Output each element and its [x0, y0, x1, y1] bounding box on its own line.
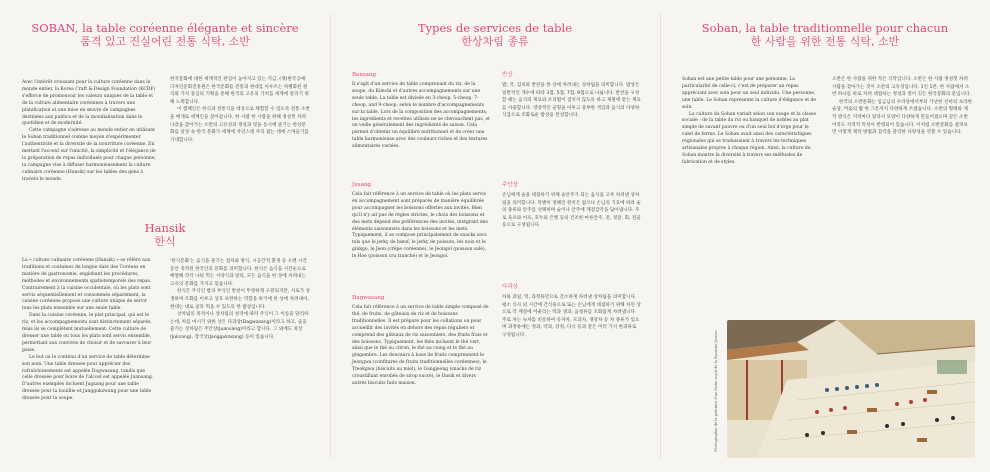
royal-banquet-painting	[727, 320, 975, 458]
paragraph: 한국의 소반문화는 임금님의 수라상에서부터 가난한 선비의 초라한 술상, 머슴의 밥 한 그릇까지 다양하게 쓰였습니다. 소반의 형태와 제작 방식은 지역마다 달라서 모양이 다양하게 만들어졌으며 같은 소반이라도 지역적 특성이 반영되어 있습니다. 이처럼 소반문화를 살펴보면 이렇게 제작 방법과 감각을 달리한 다양성을 엿볼 수 있습니다.	[832, 99, 973, 136]
hansik-title	[0, 221, 330, 249]
section-heading: 주안상	[502, 182, 518, 188]
intro-title-ko: 품격 있고 진실어린 전통 식탁, 소반	[80, 35, 250, 48]
paragraph: La « culture culinaire coréenne (Hansik) » se réfère aux traditions et coutumes de longue date des Coréens en matière de gastronomie, englobant les procédures, méthodes et environnements spatiotemporels des repas. Contrairement à la cuisine occidentale, où les plats sont servis séquentiellement et consommés séparément, la cuisine coréenne propose une culture unique de servir tous les plats ensemble sur une seule table.	[22, 258, 152, 312]
hansik-title-ko: 한식	[154, 235, 176, 248]
intro-title	[0, 21, 330, 49]
painting-image	[727, 320, 975, 458]
paragraph: Soban est une petite table pour une personne. La particularité de celle-ci, c'est de préparer un repas appréciant avec soin pour un seul individu. Une personne, une table. Le Soban représente la culture d'élégance et de soin.	[682, 77, 817, 110]
bansang-ko	[502, 72, 642, 120]
hansik-text-ko	[170, 258, 310, 342]
dagwasang-ko	[502, 284, 642, 340]
section-heading: 다과상	[502, 284, 518, 290]
intro-title-fr: SOBAN, la table coréenne élégante et sincère	[31, 21, 299, 35]
section-heading: 반상	[502, 72, 513, 78]
section-body: 손님에게 술을 대접하기 위해 술안주가 되는 음식을 고루 차려낸 상차림을 의미합니다. 특별히 정해진 원칙은 없으나 손님의 기호에 따라 술의 종류와 안주를 선택하며 술이나 안주에 계절감각을 담아냅니다. 주로 육포와 어포, 호두와 은행 등의 건조한 마른안주, 전, 젓갈, 회, 전골 등으로 구성됩니다.	[502, 193, 641, 229]
paragraph: 한식은 주식인 밥과 부식인 반찬이 뚜렷하게 구분되지만, 서로가 상생하며 조화를 이루고 상호 보완하는 역할을 하기에 한 상에 차려내어, 현대는 대로 골라 먹을 수 있도록 한 밥상입니다.	[170, 289, 310, 310]
types-title	[330, 21, 660, 49]
paragraph: Le but ou le contenu d'un service de table détermine son nom. Une table dressée pour apprécier des rafraîchissements est appelée Dagwasang, tandis que celle dressée pour boire de l'alcool est appelée Juansang. D'autres exemples incluent Jugsang pour une table dressée pour la bouillie et Janggukswang pour une table dressée pour la soupe.	[22, 354, 154, 402]
paragraph: '한식문화'는 음식을 즐기는 절차와 방식, 시공간적 환경 등 오랜 시간 동안 축적된 한국인의 문화를 의미합니다. 한식은 음식을 시간순으로 배열해 각각 나눠 먹는 서양식과 달리, 모든 음식을 한 상에 차려내는 고유의 문화를 가지고 있습니다.	[170, 259, 307, 287]
jusang-fr	[352, 182, 490, 261]
paragraph: 한국문화에 대한 세계적인 관심이 높아지고 있는 지금, (재)한국공예·디자인문화진흥원은 한국문화를 전통과 현대를 아우르는 차별화된 원리와 가치 중심의 기획을 통해 한국의 고유의 가치를 세계에 알리기 위해 노력합니다.	[170, 77, 309, 105]
hansik-text-fr	[22, 258, 157, 403]
soban-text-ko	[832, 76, 972, 137]
soban-title-ko: 한 사람을 위한 전통 식탁, 소반	[750, 35, 900, 48]
panel-intro	[0, 0, 330, 472]
paragraph: 이 캠페인은 한식과 전통식을 대상으로 체험할 수 있도록 전통 소반을 매개로 세계인을 찾아갑니다. 한 사람 한 사람을 위해 정성껏 차려 나갔을 찾아가는 소반의 고유성과 정성과 멋을 동시에 즐기는 한상문화를 일상 속 한국 문화가 세계에 자연스레 자리 잡는 데에 스며들기를 기대합니다.	[170, 107, 310, 143]
paragraph: Avec l'intérêt croissant pour la culture coréenne dans le monde entier, la Korea Craft & Design Foundation (KCDF) s'efforce de promouvoir les valeurs uniques de la table et de la culture alimentaire coréennes à travers une planification et une mise en œuvre de campagnes destinées aux publics et de la mondialisation dans le quotidien et de modernité.	[22, 80, 156, 127]
jusang-ko	[502, 182, 642, 230]
section-body: Il s'agit d'un service de table comprenant du riz, de la soupe, du Kimchi et d'autres accompagnements sur une seule table. La table est divisée en 3-cheop, 5-cheop, 7-cheop, and 9-cheop, selon le nombre d'accompagnements sur la table. Lors de la composition des accompagnements, les ingrédients et recettes utilisés ne se chevauchent pas, et on veille généralement des ingrédients de saison. Cela permet d'obtenir un équilibre nutritionnel et de créer une table harmonieuse avec des couleurs riches et des textures alimentaires variées.	[352, 82, 490, 150]
intro-text-ko	[170, 76, 310, 144]
section-heading: Dagwasang	[352, 295, 385, 301]
types-title-ko: 한상차림 종류	[461, 35, 529, 48]
soban-title	[660, 21, 990, 49]
section-body: Cela fait référence à un service de table simple composé de thé, de fruits, de gâteaux de riz et de boissons traditionnelles. Il est préparé pour les collations ou pour accueillir des invités en dehors des repas réguliers et comprend des gâteaux de riz saisonniers, des fruits frais et des boissons. Typiquement, les thés incluent le thé vert, ainsi que le thé au citron, le thé au coing et le thé au gingembre. Les douceurs à base de fruits comprennent le Jeongwa (confitures de fruits traditionnelles coréennes), le Tteokgwa (biscuits au miel), le Gangjeong (snacks de riz croustillant enrobés de sirop sucré), le Dasik et divers autres biscuits faits maison.	[352, 305, 489, 386]
bansang-fr	[352, 72, 490, 151]
intro-text-fr	[22, 80, 157, 184]
hansik-title-fr: Hansik	[144, 221, 186, 235]
section-body: 차와 과일, 떡, 과정류만으로 간소하게 차려낸 상차림을 의미합니다. 평소 식사 외 시간에 간식용으로 또는 손님에게 대접하기 위해 차린 상으로 각 계절에 어울리는 떡과 생과, 음청류를 조화롭게 차려냅니다. 주로 차는 녹차를 비롯하여 유자차, 모과차, 생강차 등 차 종류가 있으며 과정류에는 정과, 약과, 강정, 다식 등과 같은 여러 가지 한과류로 구성됩니다.	[502, 295, 641, 338]
dagwasang-fr	[352, 295, 490, 388]
soban-title-fr: Soban, la table traditionnelle pour chacun	[701, 21, 949, 35]
section-body: Cela fait référence à un service de table où les plats servis en accompagnement sont préparés de manière équilibrée pour accompagner les boissons offertes aux invités. Bien qu'il n'y ait pas de règles strictes, le choix des boissons et des mets dépend des préférences des invités, intégrant des éléments saisonniers dans les boissons et les mets. Typiquement, il se compose principalement de snacks secs tels que le jerky de bœuf, le jerky de poisson, les noix et le ginkgo, le Jeon (crêpe coréenne), le Jeongol (poisson salé), le Hoe (poisson cru tranché) et le Jeongol.	[352, 192, 488, 260]
soban-text-fr	[682, 77, 817, 167]
types-title-fr: Types de services de table	[417, 21, 573, 35]
section-heading: Bansang	[352, 72, 377, 78]
paragraph: La culture du Soban variait selon son usage et la classe sociale : de la table du roi ou banquet de nobles au plat simple de savant pauvre ou d'un seul bol d'orge pour le valet de ferme. Le Soban avait ainsi des caractéristiques régionales qui se traduisaient à travers les techniques artisanales propres à chaque région. Ainsi, la culture du Soban montre la diversité à travers ses méthodes de fabrication et de styles.	[682, 111, 817, 165]
section-body: 밥, 국, 김치와 반찬을 한 상에 차려내는 상차림을 의미합니다. 밥상은 일반적인 개수에 따라 3첩, 5첩, 7첩, 9첩으로 나뉩니다. 반찬을 구성할 때는 음식의 재료와 조리법이 겹치지 않도록 하고 제철에 맞는 재료를 사용합니다. 영양적인 균형을 이루고 풍부한 색감과 음식의 다양한 식감으로 조화로운 밥상을 완성합니다.	[502, 83, 641, 119]
section-heading: Jusang	[352, 182, 371, 188]
paragraph: 소반은 한 사람을 위한 작은 식탁입니다. 소반은 한 사람 정성껏 차려 사람을 찾아가는 것이 소반의 고유성입니다. 1인 1반, 한 사람에서 소반 하나를 따로 차려 대접하는 정성과 멋이 깃든 한국문화의 문입니다.	[832, 77, 971, 98]
panel-table-types	[330, 0, 660, 472]
paragraph: 상차림의 목적이나 상차림의 성격에 따라 주식이 그 이름을 달리하는데, 차를 마시기 위한 상은 다과상(Dagwasang)이라고 하고, 술을 즐기는 상차림은 주안상(Juansang)이라고 합니다. 그 외에도 죽상(Juksang), 장국상(Janggukasang) 등이 있습니다.	[170, 312, 309, 340]
paragraph: Cette campagne s'adresse au monde entier en utilisant le Soban traditionnel comme moyen d'expérimenter l'authenticité et la diversité de la nourriture coréenne. En mettant l'accent sur l'unicité, la simplicité et l'élégance de la préparation de repas individuels pour chaque personne, la campagne vise à diffuser harmonieusement la culture culinaire coréenne (Hansik) sur les tables des gens à travers le monde.	[22, 128, 156, 182]
paragraph: Dans la cuisine coréenne, le plat principal, qui est le riz, et les accompagnements sont distinctement séparés, mais ils se complètent mutuellement. Cette culture de dresser une table où tous les plats sont servis ensemble, permettant aux convives de choisir et de savourer à leur guise.	[22, 313, 152, 353]
painting-caption: Photographie de la peinture d'un festin royal de la dynastie Joseon	[714, 330, 718, 452]
